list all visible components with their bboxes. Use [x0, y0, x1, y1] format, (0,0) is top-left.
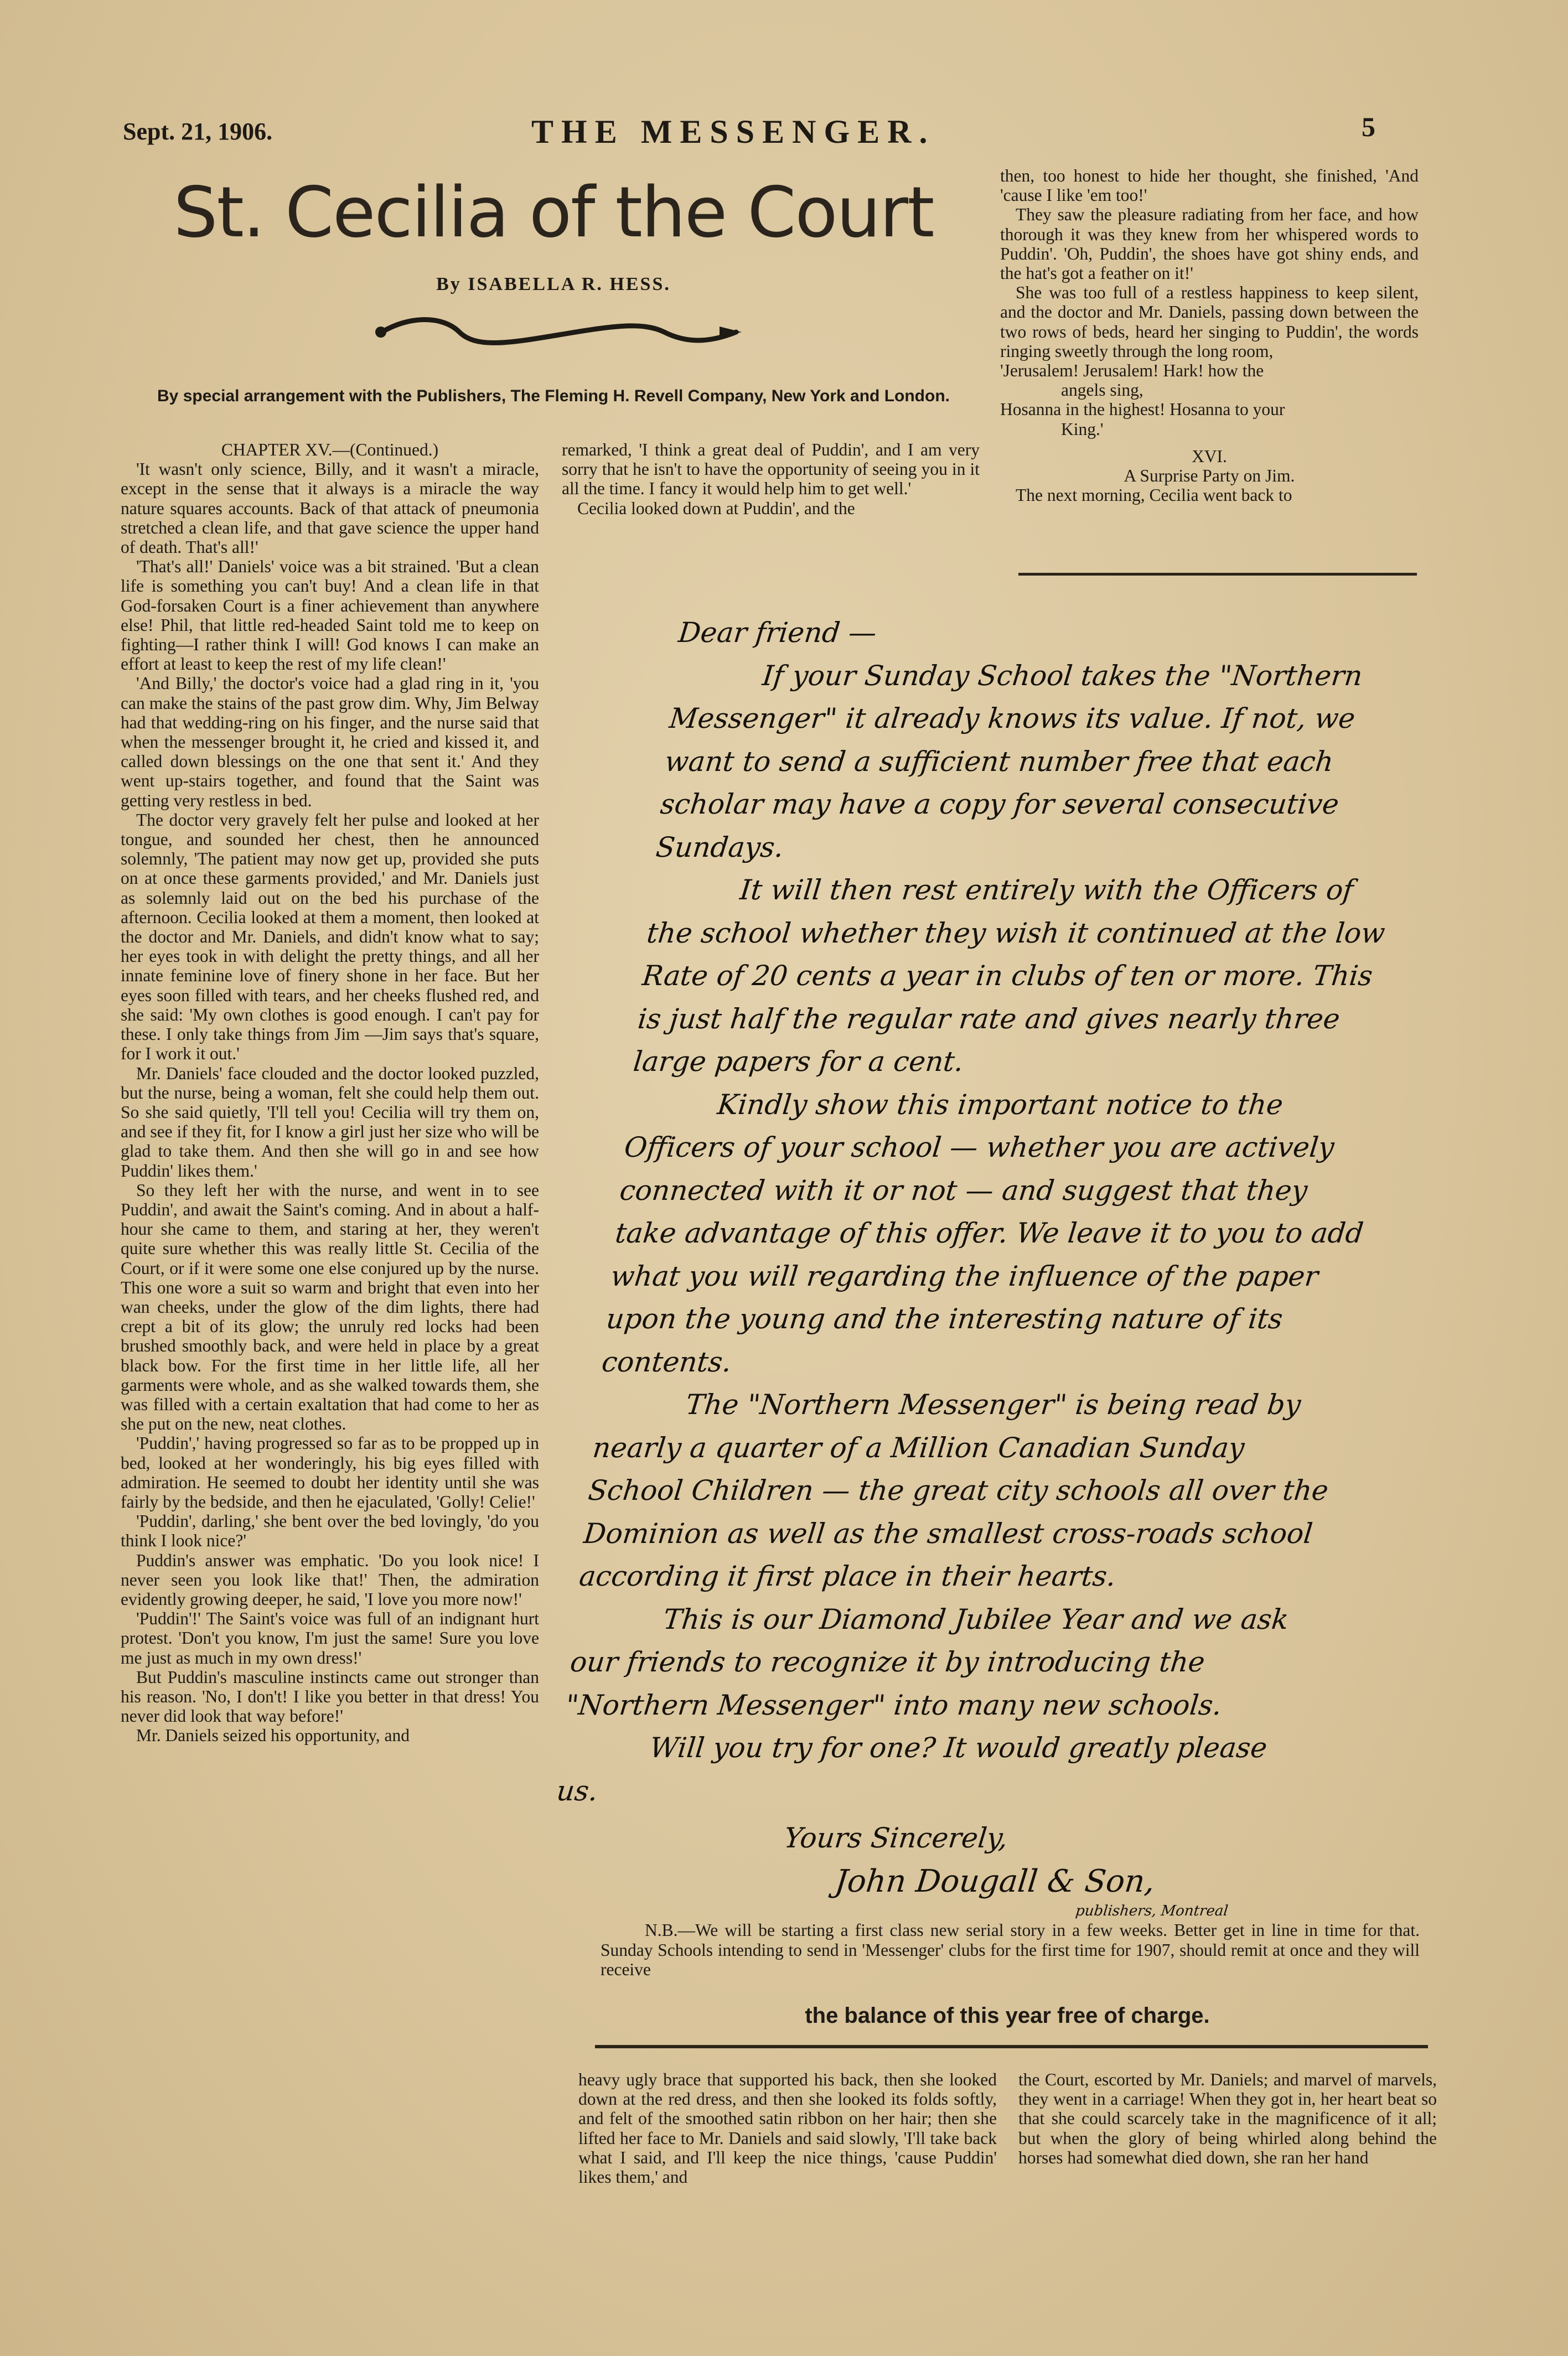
article-column-3-bottom	[1018, 2070, 1437, 2167]
article-column-3-top	[1000, 166, 1419, 505]
paragraph: Cecilia looked down at Puddin', and the	[577, 498, 855, 518]
article-column-2-bottom	[578, 2070, 997, 2187]
chapter-heading: CHAPTER XV.—(Continued.)	[221, 440, 439, 459]
paragraph: She was too full of a restless happiness to keep silent, and the doctor and Mr. Daniels, passing down between the two rows of beds, heard her singing to Puddin', the words ringing sweetly through the long room,	[1000, 283, 1419, 361]
paragraph: They saw the pleasure radiating from her face, and how thorough it was they knew from her whispered words to Puddin'. 'Oh, Puddin', the shoes have got shiny ends, and the hat's got a feather on it!'	[1000, 205, 1419, 283]
handwritten-letter	[544, 612, 1434, 1919]
newspaper-name: THE MESSENGER.	[531, 113, 935, 150]
paragraph: But Puddin's masculine instincts came out stronger than his reason. 'No, I don't! I like you better in that dress! You never did look that way before!'	[121, 1667, 539, 1726]
paragraph: remarked, 'I think a great deal of Puddin', and I am very sorry that he isn't to have the opportunity of seeing you in it all the time. I fancy it would help him to get well.'	[562, 440, 980, 499]
paragraph: The doctor very gravely felt her pulse and looked at her tongue, and sounded her chest, then he announced solemnly, 'The patient may now get up, provided she puts on at once these garments provided,' and Mr. Daniels just as solemnly laid out on the bed his purchase of the afternoon. Cecilia looked at them a moment, then looked at the doctor and Mr. Daniels, and didn't know what to say; her eyes took in with delight the pretty things, and all her innate feminine love of finery shone in her face. But her eyes soon filled with tears, and her cheeks flushed red, and she said: 'My own clothes is good enough. I can't pay for these. I only take things from Jim —Jim says that's square, for I work it out.'	[121, 810, 539, 1064]
letter-closing: Yours Sincerely,	[783, 1822, 1010, 1854]
paragraph: 'It wasn't only science, Billy, and it wasn't a miracle, except in the sense that it always is a miracle the way nature squares accounts. Back of that attack of pneumonia stretched a clean life, and that gave science the upper hand of death. That's all!'	[121, 459, 539, 557]
chapter-heading: XVI.	[1192, 446, 1227, 466]
story-byline: By ISABELLA R. HESS.	[436, 274, 671, 294]
letter-paragraph: Kindly show this important notice to the Officers of your school — whether you are actively connected with it or not — and suggest that they take advantage of this offer. We leave it to you to add what you will regarding the influence of the paper upon the young and the interesting nature of its contents.	[600, 1088, 1365, 1378]
section-divider	[1018, 573, 1417, 576]
paragraph: heavy ugly brace that supported his back, then she looked down at the red dress, and then she looked its folds softly, and felt of the smoothed satin ribbon on her hair; then she lifted her face to Mr. Daniels and said slowly, 'I'll take back what I said, and I'll keep the nice things, 'cause Puddin' likes them,' and	[578, 2070, 997, 2187]
paragraph: 'Puddin',' having progressed so far as to be propped up in bed, looked at her wonderingly, his big eyes filled with admiration. He seemed to doubt her identity until she was fairly by the bedside, and then he ejaculated, 'Golly! Celie!'	[121, 1433, 539, 1511]
letter-signature: John Dougall & Son,	[833, 1863, 1157, 1899]
paragraph: then, too honest to hide her thought, she finished, 'And 'cause I like 'em too!'	[1000, 166, 1419, 205]
paragraph: 'And Billy,' the doctor's voice had a glad ring in it, 'you can make the stains of the past grow dim. Why, Jim Belway had that wedding-ring on his finger, and the nurse said that when the messenger brought it, he cried and kissed it, and called down blessings on the one that sent it.' And they went up-stairs together, and found that the Saint was getting very restless in bed.	[121, 674, 539, 810]
nb-notice	[601, 1920, 1420, 1980]
publisher-arrangement-note: By special arrangement with the Publishers, The Fleming H. Revell Company, New York and London.	[157, 387, 950, 405]
chapter-subtitle: A Surprise Party on Jim.	[1124, 466, 1295, 486]
letter-paragraph: If your Sunday School takes the "Northern Messenger" it already knows its value. If not, we want to send a sufficient number free that each scholar may have a copy for several consecutive Sundays.	[654, 659, 1364, 863]
article-column-2-top	[562, 440, 980, 518]
paragraph: The next morning, Cecilia went back to	[1016, 485, 1292, 505]
paragraph: 'That's all!' Daniels' voice was a bit strained. 'But a clean life is something you can't buy! And a clean life in that God-forsaken Court is a finer achievement than anywhere else! Phil, that little red-headed Saint told me to keep on fighting—I rather think I will! God knows I can make an effort at least to keep the rest of my life clean!'	[121, 557, 539, 674]
letter-greeting: Dear friend —	[676, 617, 878, 649]
hymn-line: 'Jerusalem! Jerusalem! Hark! how the	[1000, 361, 1264, 381]
hymn-line: Hosanna in the highest! Hosanna to your	[1000, 400, 1285, 420]
article-column-1	[121, 440, 539, 1746]
nb-text: N.B.—We will be starting a first class new serial story in a few weeks. Better get in line in time for that. Sunday Schools intending to send in 'Messenger' clubs for the first time for 1907, should remit at once and they will receive	[601, 1920, 1420, 1979]
paragraph: Puddin's answer was emphatic. 'Do you look nice! I never seen you look like that!' Then, the admiration evidently growing deeper, he said, 'I love you more now!'	[121, 1550, 539, 1609]
issue-date: Sept. 21, 1906.	[123, 118, 273, 145]
paragraph: 'Puddin', darling,' she bent over the bed lovingly, 'do you think I look nice?'	[121, 1511, 539, 1551]
paragraph: Mr. Daniels' face clouded and the doctor looked puzzled, but the nurse, being a woman, felt she could help them out. So she said quietly, 'I'll tell you! Cecilia will try them on, and see if they fit, for I know a girl just her size who will be glad to take them. And then she will go in and see how Puddin' likes them.'	[121, 1063, 539, 1180]
letter-signature-note: publishers, Montreal	[1074, 1903, 1229, 1919]
paragraph: 'Puddin'!' The Saint's voice was full of an indignant hurt protest. 'Don't you know, I'm just the same! Sure you love me just as much in my own dress!'	[121, 1609, 539, 1668]
free-offer-banner: the balance of this year free of charge.	[805, 2003, 1210, 2028]
page-number: 5	[1362, 111, 1375, 142]
paragraph: Mr. Daniels seized his opportunity, and	[136, 1726, 410, 1746]
paragraph: So they left her with the nurse, and went in to see Puddin', and await the Saint's coming. And in about a half-hour she came to them, and staring at her, they weren't quite sure whether this was really little St. Cecilia of the Court, or if it were some one else conjured up by the nurse. This one wore a suit so warm and bright that even into her wan cheeks, under the glow of the dim lights, there had crept a bit of its glow; the unruly red locks had been brushed smoothly back, and were held in place by a great black bow. For the first time in her little life, all her garments were whole, and as she walked towards them, she was filled with a certain exaltation that had come to her as she put on the new, neat clothes.	[121, 1180, 539, 1434]
hymn-line: angels sing,	[1061, 380, 1143, 400]
letter-paragraph: This is our Diamond Jubilee Year and we ask our friends to recognize it by introducing the "Northern Messenger" into many new schools.	[564, 1603, 1291, 1721]
hymn-line: King.'	[1061, 419, 1104, 439]
section-divider	[595, 2045, 1428, 2048]
story-title: St. Cecilia of the Court	[173, 172, 934, 253]
letter-paragraph: It will then rest entirely with the Officers of the school whether they wish it continued at the low Rate of 20 cents a year in clubs of ten or more. This is just half the regular rate and gives nearly three large papers for a cent.	[632, 874, 1387, 1078]
letter-paragraph: Will you try for one? It would greatly please us.	[555, 1732, 1269, 1807]
ornamental-flourish	[365, 310, 753, 354]
paragraph: the Court, escorted by Mr. Daniels; and marvel of marvels, they went in a carriage! When they got in, her heart beat so that she could scarcely take in the magnificence of it all; but when the glory of being whirled along behind the horses had somewhat died down, she ran her hand	[1018, 2070, 1437, 2167]
letter-paragraph: The "Northern Messenger" is being read by nearly a quarter of a Million Canadian Sunday School Children — the great city schools all over the Dominion as well as the smallest cross-roads school according it first place in their hearts.	[577, 1389, 1330, 1592]
